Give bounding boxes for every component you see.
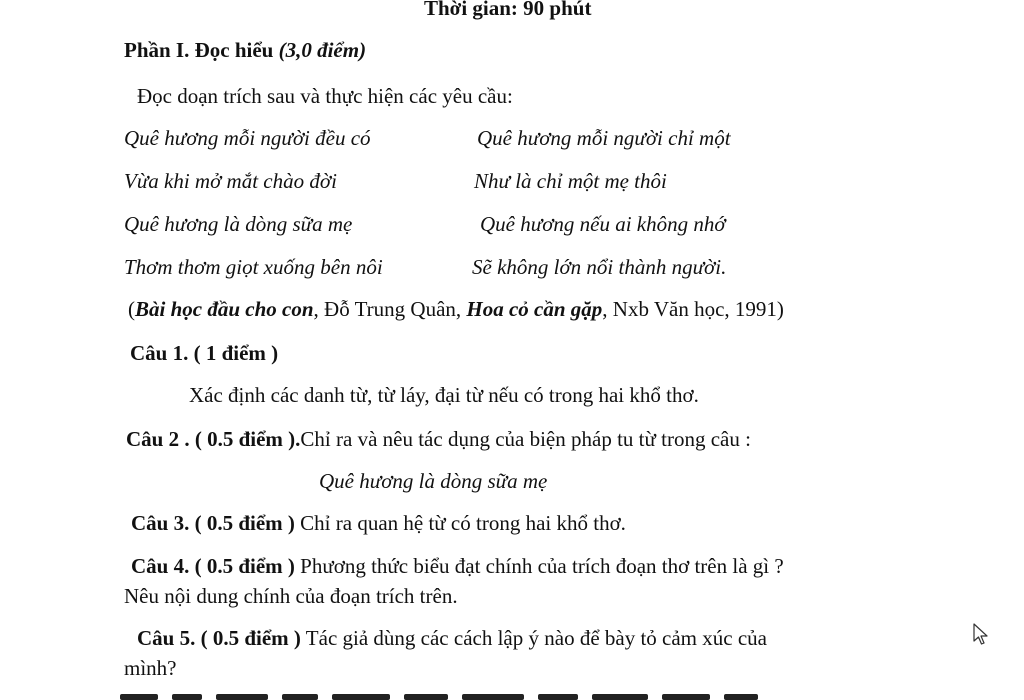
question-2-text: Chỉ ra và nêu tác dụng của biện pháp tu từ trong câu : (300, 427, 751, 451)
question-5-text: Tác giả dùng các cách lập ý nào để bày tỏ cảm xúc của (300, 626, 767, 650)
poem-right-line: Sẽ không lớn nổi thành người. (472, 255, 727, 279)
source-collection: Hoa cỏ cần gặp (466, 297, 603, 321)
question-4-label: Câu 4. ( 0.5 điểm ) (131, 554, 295, 578)
part1-instruction: Đọc doạn trích sau và thực hiện các yêu cầu: (137, 84, 513, 108)
part1-heading (124, 38, 366, 62)
poem-right-line: Như là chỉ một mẹ thôi (474, 169, 667, 193)
part1-title: Phần I. Đọc hiểu (124, 38, 274, 62)
question-1-text: Xác định các danh từ, từ láy, đại từ nếu có trong hai khổ thơ. (189, 383, 699, 407)
source-work: Bài học đầu cho con (135, 297, 314, 321)
exam-time: Thời gian: 90 phút (424, 0, 592, 20)
poem-left-line: Vừa khi mở mắt chào đời (124, 169, 337, 193)
question-5-text-continued: mình? (124, 656, 177, 680)
poem-right-line: Quê hương nếu ai không nhớ (480, 212, 726, 236)
question-3-label: Câu 3. ( 0.5 điểm ) (131, 511, 295, 535)
poem-left-line: Quê hương là dòng sữa mẹ (124, 212, 353, 236)
question-4 (131, 554, 784, 578)
question-4-text: Phương thức biểu đạt chính của trích đoạn thơ trên là gì ? (294, 554, 784, 578)
question-5 (137, 626, 767, 650)
poem-left-line: Quê hương mỗi người đều có (124, 126, 371, 150)
part1-points: (3,0 điểm) (278, 38, 367, 62)
question-5-label: Câu 5. ( 0.5 điểm ) (137, 626, 301, 650)
source-publisher: , Nxb Văn học, 1991) (602, 297, 784, 321)
cut-off-next-line (120, 688, 780, 700)
question-2-label: Câu 2 . ( 0.5 điểm ). (126, 427, 301, 451)
source-author: , Đỗ Trung Quân, (313, 297, 467, 321)
question-1-label: Câu 1. ( 1 điểm ) (130, 341, 279, 365)
question-2 (126, 427, 751, 451)
poem-source (128, 297, 784, 321)
question-3-text: Chỉ ra quan hệ từ có trong hai khổ thơ. (294, 511, 626, 535)
poem-left-line: Thơm thơm giọt xuống bên nôi (124, 255, 383, 279)
question-2-quote: Quê hương là dòng sữa mẹ (319, 469, 548, 493)
poem-right-line: Quê hương mỗi người chỉ một (477, 126, 731, 150)
mouse-pointer-icon (972, 622, 990, 646)
question-4-text-continued: Nêu nội dung chính của đoạn trích trên. (124, 584, 458, 608)
question-3 (131, 511, 626, 535)
source-open-paren: ( (128, 297, 135, 321)
